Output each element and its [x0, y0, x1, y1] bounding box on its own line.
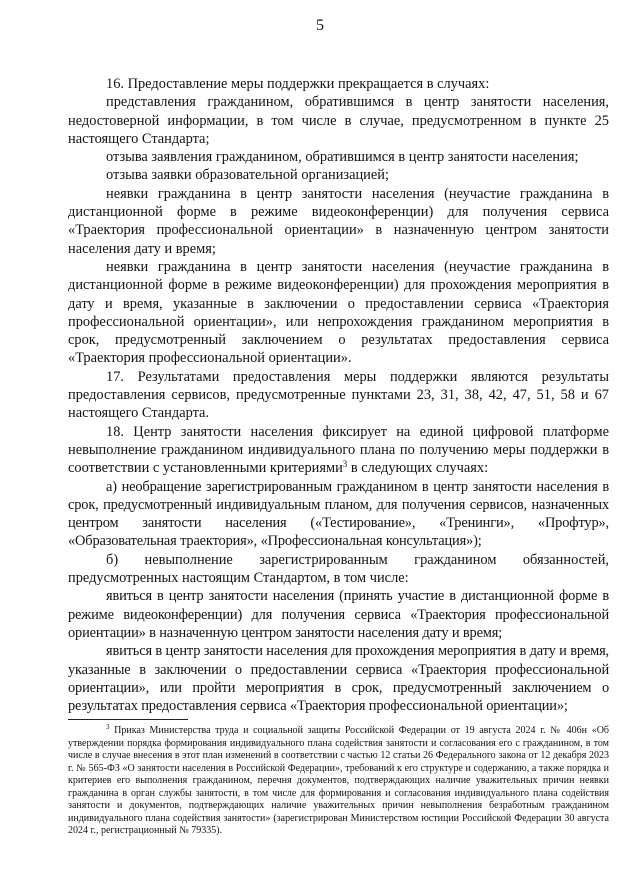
- paragraph: а) необращение зарегистрированным гражданином в центр занятости населения в срок, предусмотренный индивидуальным планом, для получения сервисов, назначенных центром занятости населения («Тестирование», «Тренинги», «Профтур», «Образовательная траектория», «Профессиональная консультация»);: [68, 478, 609, 550]
- paragraph: отзыва заявки образовательной организацией;: [106, 167, 389, 184]
- paragraph: неявки гражданина в центр занятости населения (неучастие гражданина в дистанционной форме в режиме видеоконференции) для прохождения мероприятия в дату и время, указанные в заключении о предоставлении сервиса «Траектория профессиональной ориентации», или непрохождения гражданином мероприятия в срок, предусмотренный заключением о результатах предоставления сервиса «Траектория профессиональной ориентации».: [68, 258, 609, 367]
- footnote-text: Приказ Министерства труда и социальной защиты Российской Федерации от 19 августа 2024 г. № 406н «Об утверждении порядка формирования индивидуального плана содействия занятости и согласования его с гражданином, в том числе в случае внесения в этот план изменений в соответствии с частью 12 статьи 26 Федерального закона от 12 декабря 2023 г. № 565-ФЗ «О занятости населения в Российской Федерации», требований к его структуре и содержанию, а также порядка и критериев его выполнения гражданином, перечня документов, подтверждающих наличие уважительных причин неявки гражданина в орган службы занятости, в том числе для формирования и согласования индивидуального плана содействия занятости и документов, подтверждающих наличие уважительных причин невыполнения безработным гражданином индивидуального плана содействия занятости» (зарегистрирован Министерством юстиции Российской Федерации 30 августа 2024 г., регистрационный № 79335).: [68, 725, 609, 836]
- paragraph-18-text-end: в следующих случаях:: [347, 460, 489, 477]
- paragraph: отзыва заявления гражданином, обратившимся в центр занятости населения;: [106, 149, 579, 166]
- footnote-reference[interactable]: 3: [342, 459, 348, 470]
- document-body: [68, 75, 609, 715]
- paragraph-18-text: 18. Центр занятости населения фиксирует на единой цифровой платформе невыполнение гражданином индивидуального плана по получению меры поддержки в соответствии с установленными критериями: [68, 423, 609, 477]
- paragraph: явиться в центр занятости населения для прохождения мероприятия в дату и время, указанные в заключении о предоставлении сервиса «Траектория профессиональной ориентации», или пройти мероприятия в срок, предусмотренный заключением о результатах предоставления сервиса «Траектория профессиональной ориентации»;: [68, 643, 609, 715]
- paragraph: явиться в центр занятости населения (принять участие в дистанционной форме в режиме видеоконференции) для получения сервиса «Траектория профессиональной ориентации» в назначенную центром занятости населения дату и время;: [68, 588, 609, 641]
- footnote-mark: 3: [106, 723, 110, 731]
- page-number: 5: [316, 17, 324, 34]
- footnote: [68, 725, 609, 838]
- paragraph: 16. Предоставление меры поддержки прекращается в случаях:: [106, 76, 490, 92]
- paragraph: представления гражданином, обратившимся в центр занятости населения, недостоверной информации, в том числе в случае, предусмотренном в пункте 25 настоящего Стандарта;: [68, 94, 609, 147]
- paragraph: 17. Результатами предоставления меры поддержки являются результаты предоставления сервисов, предусмотренные пунктами 23, 31, 38, 42, 47, 51, 58 и 67 настоящего Стандарта.: [68, 368, 609, 422]
- paragraph: б) невыполнение зарегистрированным гражданином обязанностей, предусмотренных настоящим Стандартом, в том числе:: [68, 551, 609, 587]
- footnote-separator: [68, 719, 188, 720]
- paragraph-18: [68, 423, 609, 478]
- paragraph: неявки гражданина в центр занятости населения (неучастие гражданина в дистанционной форме в режиме видеоконференции) для получения сервиса «Траектория профессиональной ориентации» в назначенную центром занятости населения дату и время;: [68, 185, 609, 257]
